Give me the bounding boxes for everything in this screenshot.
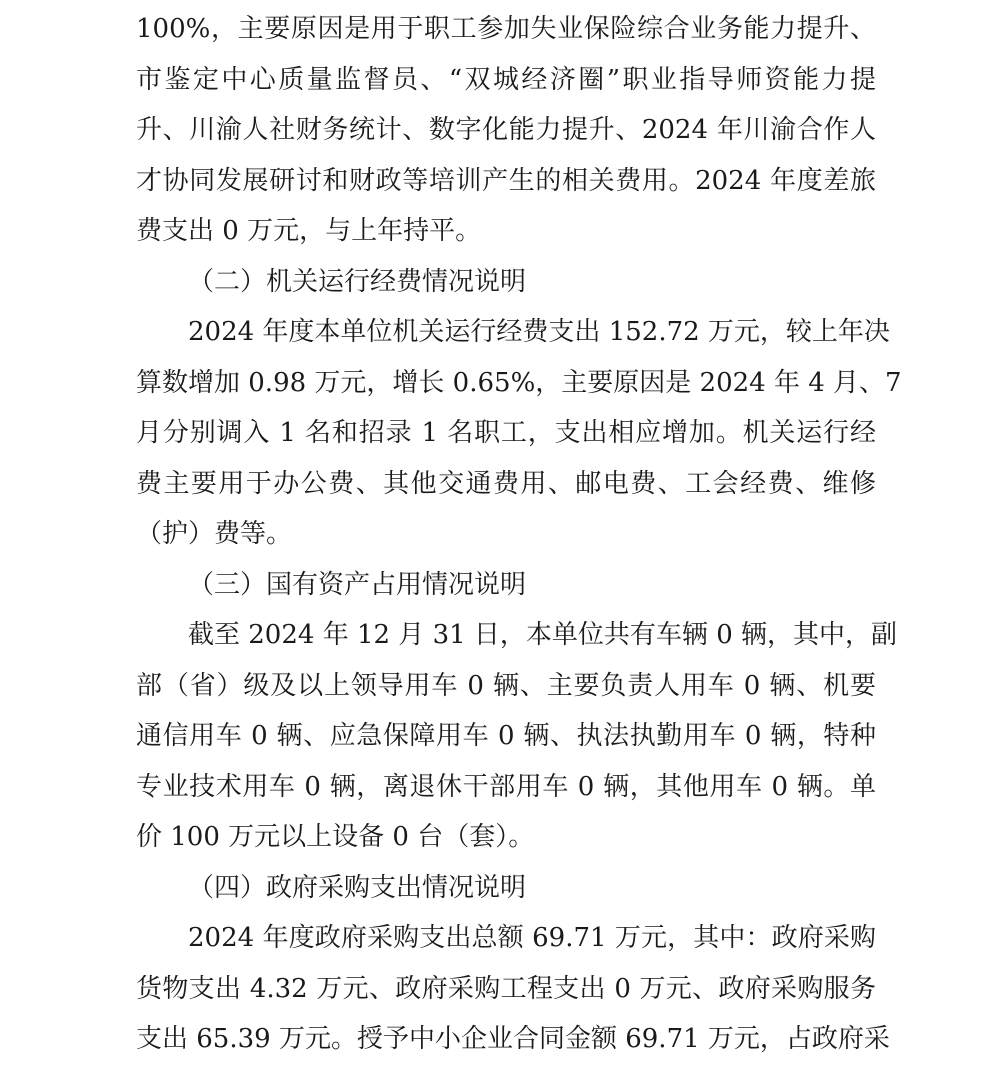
paragraph-line: 价 100 万元以上设备 0 台（套）。 [136,822,535,852]
paragraph-line: 通信用车 0 辆、应急保障用车 0 辆、执法执勤用车 0 辆，特种 [136,721,876,751]
paragraph-line: 部（省）级及以上领导用车 0 辆、主要负责人用车 0 辆、机要 [136,670,876,701]
paragraph-line: 才协同发展研讨和财政等培训产生的相关费用。2024 年度差旅 [136,165,876,196]
paragraph-line: （护）费等。 [136,519,293,549]
paragraph-line: 升、川渝人社财务统计、数字化能力提升、2024 年川渝合作人 [136,115,876,145]
paragraph-line: 市鉴定中心质量监督员、“双城经济圈”职业指导师资能力提 [136,64,876,95]
section-heading-4: （四）政府采购支出情况说明 [188,872,527,903]
paragraph-line: 专业技术用车 0 辆，离退休干部用车 0 辆，其他用车 0 辆。单 [136,771,876,802]
document-page [136,0,902,1065]
section-heading-3: （三）国有资产占用情况说明 [188,569,527,600]
paragraph-line: 支出 65.39 万元。授予中小企业合同金额 69.71 万元，占政府采 [136,1024,890,1054]
paragraph-line: 2024 年度政府采购支出总额 69.71 万元，其中：政府采购 [188,923,876,953]
paragraph-line: 费主要用于办公费、其他交通费用、邮电费、工会经费、维修 [136,468,876,499]
paragraph-line: 费支出 0 万元，与上年持平。 [136,216,482,246]
paragraph-line: 100%，主要原因是用于职工参加失业保险综合业务能力提升、 [136,14,876,44]
section-heading-2: （二）机关运行经费情况说明 [188,266,527,297]
paragraph-line: 货物支出 4.32 万元、政府采购工程支出 0 万元、政府采购服务 [136,973,876,1004]
paragraph-line: 2024 年度本单位机关运行经费支出 152.72 万元，较上年决 [188,317,890,347]
paragraph-line: 月分别调入 1 名和招录 1 名职工，支出相应增加。机关运行经 [136,418,876,448]
paragraph-line: 算数增加 0.98 万元，增长 0.65%，主要原因是 2024 年 4 月、7 [136,367,902,398]
paragraph-line: 截至 2024 年 12 月 31 日，本单位共有车辆 0 辆，其中，副 [188,620,897,650]
